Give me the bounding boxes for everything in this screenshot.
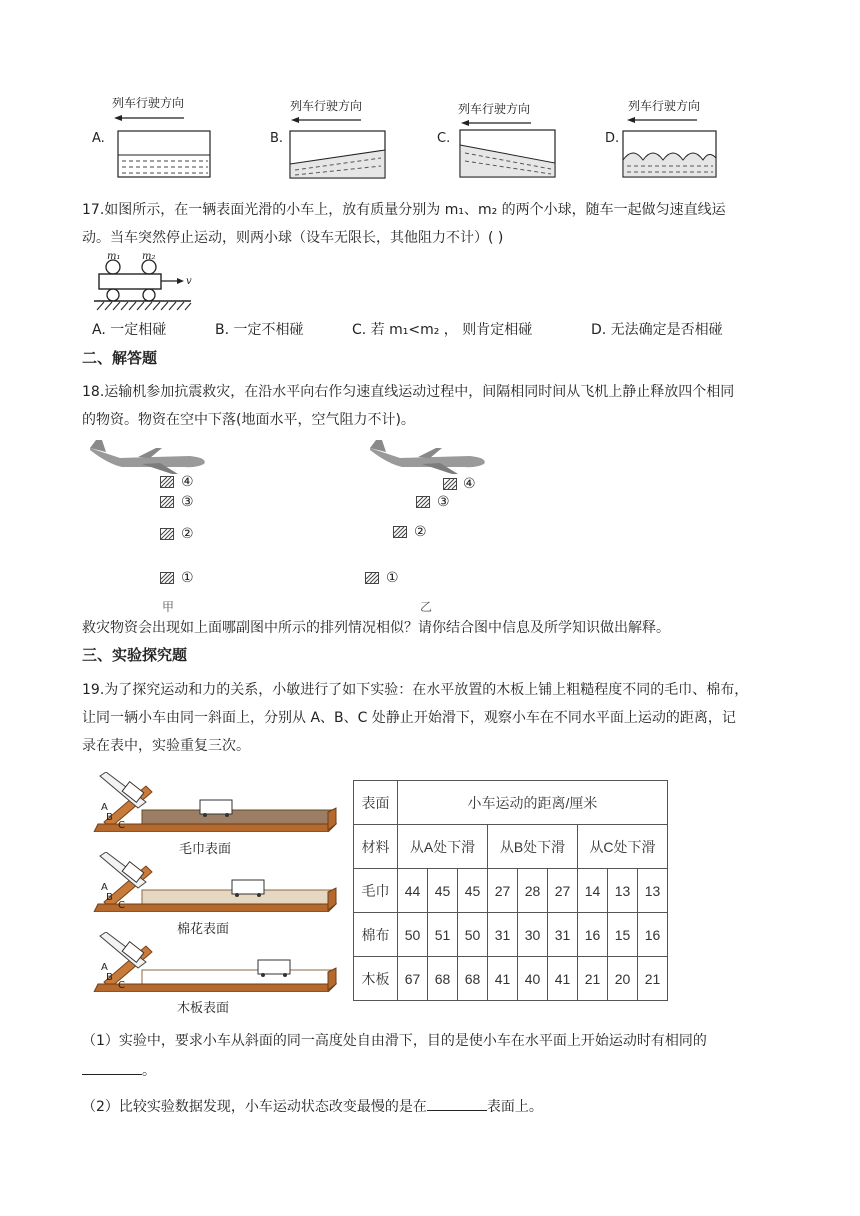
surface-caption-towel: 毛巾表面 — [179, 842, 232, 857]
table-corner-top: 表面 — [354, 781, 398, 825]
q17-option-c: C. 若 m₁<m₂ ， 则肯定相碰 — [352, 322, 533, 338]
option-d-caption: 列车行驶方向 — [628, 99, 701, 113]
table-cell: 68 — [458, 957, 488, 1001]
crate-2-icon — [160, 528, 174, 540]
table-cell: 27 — [548, 869, 578, 913]
table-row — [354, 913, 668, 957]
table-cell: 44 — [398, 869, 428, 913]
q19-sub2 — [82, 1094, 543, 1120]
table-cell: 30 — [518, 913, 548, 957]
figure-jia-caption: 甲 — [162, 600, 175, 614]
airplane-left-icon — [86, 436, 216, 496]
airplane-right-icon — [366, 436, 496, 496]
q18-text-line2: 的物资。物资在空中下落(地面水平，空气阻力不计)。 — [82, 412, 415, 428]
q19-sub2-start: （2）比较实验数据发现，小车运动状态改变最慢的是在 — [82, 1099, 427, 1115]
q17-label-m1: m₁ — [107, 251, 121, 262]
table-cell: 13 — [608, 869, 638, 913]
q18-text-line1: 18.运输机参加抗震救灾，在沿水平向右作匀速直线运动过程中，间隔相同时间从飞机上静止释放四个相同 — [82, 384, 735, 400]
marker-1b: ① — [386, 570, 399, 586]
cart-body — [99, 274, 161, 289]
crate-1b-icon — [365, 572, 379, 584]
table-cell: 31 — [548, 913, 578, 957]
table-cell: 16 — [578, 913, 608, 957]
q19-sub2-end: 表面上。 — [486, 1099, 543, 1115]
table-row — [354, 957, 668, 1001]
table-group-b: 从B处下滑 — [488, 825, 578, 869]
row-material: 棉布 — [354, 913, 398, 957]
ramp-towel-figure — [92, 772, 337, 832]
ramp1-letter-a: A — [101, 802, 108, 813]
table-group-c: 从C处下滑 — [578, 825, 668, 869]
table-corner-bottom: 材料 — [354, 825, 398, 869]
ramp3-letter-c: C — [118, 980, 125, 991]
distance-data-table — [353, 780, 668, 1001]
option-d-letter: D. — [605, 131, 620, 146]
table-cell: 41 — [548, 957, 578, 1001]
ramp3-letter-a: A — [101, 962, 108, 973]
wheel-right — [143, 289, 155, 301]
table-cell: 67 — [398, 957, 428, 1001]
option-a-tank-figure — [112, 112, 212, 178]
table-cell: 31 — [488, 913, 518, 957]
table-cell: 50 — [398, 913, 428, 957]
option-c-caption: 列车行驶方向 — [458, 102, 531, 116]
q17-option-a: A. 一定相碰 — [92, 322, 167, 338]
surface-caption-wood: 木板表面 — [177, 1001, 230, 1016]
ramp2-letter-c: C — [118, 900, 125, 911]
marker-3: ③ — [181, 494, 194, 510]
option-c-letter: C. — [437, 131, 451, 146]
option-b-letter: B. — [270, 131, 284, 146]
table-cell: 16 — [638, 913, 668, 957]
table-cell: 28 — [518, 869, 548, 913]
table-group-a: 从A处下滑 — [398, 825, 488, 869]
table-header-title: 小车运动的距离/厘米 — [398, 781, 668, 825]
table-cell: 27 — [488, 869, 518, 913]
crate-4b-icon — [443, 478, 457, 490]
marker-1: ① — [181, 570, 194, 586]
q19-text-line2: 让同一辆小车由同一斜面上，分别从 A、B、C 处静止开始滑下，观察小车在不同水平面上运动的距离，记 — [82, 710, 736, 726]
wheel-left — [107, 289, 119, 301]
table-cell: 50 — [458, 913, 488, 957]
q18-question: 救灾物资会出现如上面哪副图中所示的排列情况相似？请你结合图中信息及所学知识做出解释。 — [82, 620, 670, 636]
figure-yi-caption: 乙 — [420, 600, 433, 614]
table-row — [354, 869, 668, 913]
ramp3-letter-b: B — [106, 972, 113, 983]
row-material: 毛巾 — [354, 869, 398, 913]
table-cell: 14 — [578, 869, 608, 913]
marker-4b: ④ — [463, 476, 476, 492]
ramp1-letter-c: C — [118, 820, 125, 831]
q19-sub1-line2 — [82, 1058, 156, 1084]
option-b-caption: 列车行驶方向 — [290, 99, 363, 113]
section-3-heading: 三、实验探究题 — [82, 646, 188, 664]
crate-3-icon — [160, 496, 174, 508]
answer-blank-2[interactable] — [427, 1096, 487, 1111]
section-2-heading: 二、解答题 — [82, 349, 158, 367]
q19-sub1-line1: （1）实验中，要求小车从斜面的同一高度处自由滑下，目的是使小车在水平面上开始运动时有相同的 — [82, 1033, 707, 1049]
ball-m2 — [142, 260, 156, 274]
marker-2: ② — [181, 526, 194, 542]
option-b-tank-figure — [283, 114, 388, 180]
table-cell: 20 — [608, 957, 638, 1001]
q19-sub1-end: 。 — [142, 1063, 156, 1079]
table-cell: 68 — [428, 957, 458, 1001]
table-cell: 41 — [488, 957, 518, 1001]
q19-text-line3: 录在表中，实验重复三次。 — [82, 738, 250, 754]
q17-option-d: D. 无法确定是否相碰 — [591, 322, 723, 338]
crate-1-icon — [160, 572, 174, 584]
table-cell: 45 — [428, 869, 458, 913]
velocity-arrow-icon — [177, 278, 184, 284]
q17-label-v: v — [186, 276, 192, 287]
table-cell: 51 — [428, 913, 458, 957]
option-a-caption: 列车行驶方向 — [112, 96, 185, 110]
row-material: 木板 — [354, 957, 398, 1001]
crate-3b-icon — [416, 496, 430, 508]
answer-blank-1[interactable] — [82, 1060, 142, 1075]
table-cell: 21 — [578, 957, 608, 1001]
option-d-tank-figure — [619, 114, 719, 180]
table-cell: 21 — [638, 957, 668, 1001]
q17-option-b: B. 一定不相碰 — [215, 322, 304, 338]
table-cell: 13 — [638, 869, 668, 913]
table-cell: 15 — [608, 913, 638, 957]
crate-2b-icon — [393, 526, 407, 538]
q19-text-line1: 19.为了探究运动和力的关系，小敏进行了如下实验：在水平放置的木板上铺上粗糙程度不同的毛巾、棉布， — [82, 682, 749, 698]
option-a-letter: A. — [92, 131, 105, 146]
option-c-tank-figure — [453, 117, 558, 179]
q17-text-line1: 17.如图所示，在一辆表面光滑的小车上，放有质量分别为 m₁、m₂ 的两个小球，随车一起做匀速直线运 — [82, 202, 726, 218]
q17-text-line2: 动。当车突然停止运动，则两小球（设车无限长，其他阻力不计）( ) — [82, 230, 504, 246]
ramp-wood-figure — [92, 932, 337, 992]
q17-cart-figure — [94, 250, 194, 312]
marker-2b: ② — [414, 524, 427, 540]
surface-caption-cotton: 棉花表面 — [177, 922, 230, 937]
marker-4: ④ — [181, 474, 194, 490]
table-cell: 40 — [518, 957, 548, 1001]
q17-label-m2: m₂ — [142, 251, 156, 262]
ramp1-letter-b: B — [106, 812, 113, 823]
ramp2-letter-b: B — [106, 892, 113, 903]
marker-3b: ③ — [437, 494, 450, 510]
ball-m1 — [106, 260, 120, 274]
table-cell: 45 — [458, 869, 488, 913]
crate-4-icon — [160, 476, 174, 488]
ramp2-letter-a: A — [101, 882, 108, 893]
ramp-cotton-figure — [92, 852, 337, 912]
